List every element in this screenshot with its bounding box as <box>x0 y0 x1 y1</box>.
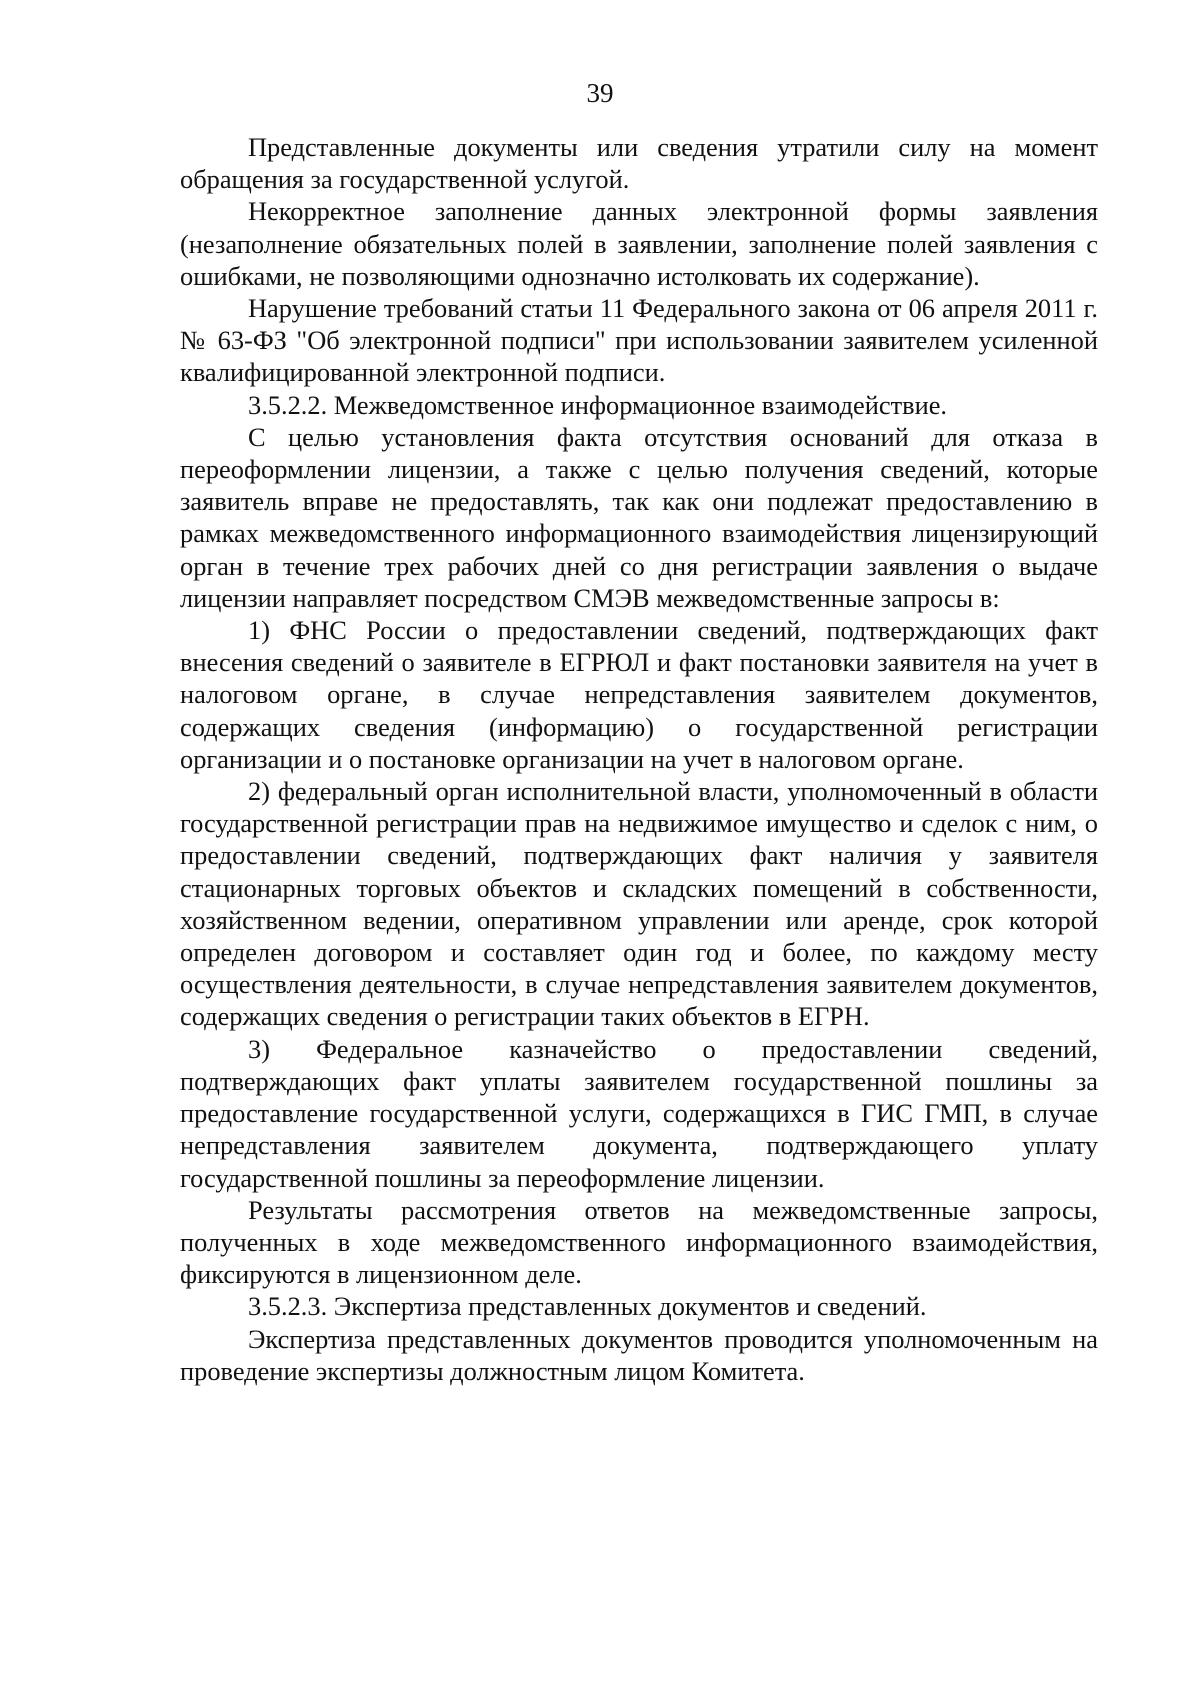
paragraph-incorrect-form: Некорректное заполнение данных электронной формы заявления (незаполнение обязательных полей в заявлении, заполнение полей заявления с ошибками, не позволяющими однозначно истолковать их содержание). <box>180 196 1098 291</box>
section-heading-3-5-2-3: 3.5.2.3. Экспертиза представленных документов и сведений. <box>248 1291 927 1322</box>
paragraph-documents-expired: Представленные документы или сведения утратили силу на момент обращения за государственной услугой. <box>180 132 1098 195</box>
paragraph-signature-violation: Нарушение требований статьи 11 Федерального закона от 06 апреля 2011 г. № 63-ФЗ "Об электронной подписи" при использовании заявителем усиленной квалифицированной электронной подписи. <box>180 293 1098 388</box>
paragraph-results-recorded: Результаты рассмотрения ответов на межведомственные запросы, полученных в ходе межведомственного информационного взаимодействия, фиксируются в лицензионном деле. <box>180 1194 1098 1290</box>
list-item-2-registration-authority: 2) федеральный орган исполнительной власти, уполномоченный в области государственной регистрации прав на недвижимое имущество и сделок с ним, о предоставлении сведений, подтверждающих факт наличия у заявителя стационарных торговых объектов и складских помещений в собственности, хозяйственном ведении, оперативном управлении или аренде, срок которой определен договором и составляет один год и более, по каждому месту осуществления деятельности, в случае непредставления заявителем документов, содержащих сведения о регистрации таких объектов в ЕГРН. <box>180 776 1098 1032</box>
document-body <box>180 131 1098 1387</box>
paragraph-expertise: Экспертиза представленных документов проводится уполномоченным на проведение экспертизы должностным лицом Комитета. <box>180 1323 1098 1386</box>
page-number: 39 <box>586 78 614 108</box>
list-item-3-treasury: 3) Федеральное казначейство о предоставлении сведений, подтверждающих факт уплаты заявителем государственной пошлины за предоставление государственной услуги, содержащихся в ГИС ГМП, в случае непредставления заявителем документа, подтверждающего уплату государственной пошлины за переоформление лицензии. <box>180 1033 1098 1193</box>
section-heading-3-5-2-2: 3.5.2.2. Межведомственное информационное взаимодействие. <box>248 389 948 420</box>
list-item-1-fns: 1) ФНС России о предоставлении сведений, подтверждающих факт внесения сведений о заявителе в ЕГРЮЛ и факт постановки заявителя на учет в налоговом органе, в случае непредставления заявителем документов, содержащих сведения (информацию) о государственной регистрации организации и о постановке организации на учет в налоговом органе. <box>180 615 1098 774</box>
paragraph-interagency-purpose: С целью установления факта отсутствия оснований для отказа в переоформлении лицензии, а также с целью получения сведений, которые заявитель вправе не предоставлять, так как они подлежат предоставлению в рамках межведомственного информационного взаимодействия лицензирующий орган в течение трех рабочих дней со дня регистрации заявления о выдаче лицензии направляет посредством СМЭВ межведомственные запросы в: <box>180 421 1098 613</box>
